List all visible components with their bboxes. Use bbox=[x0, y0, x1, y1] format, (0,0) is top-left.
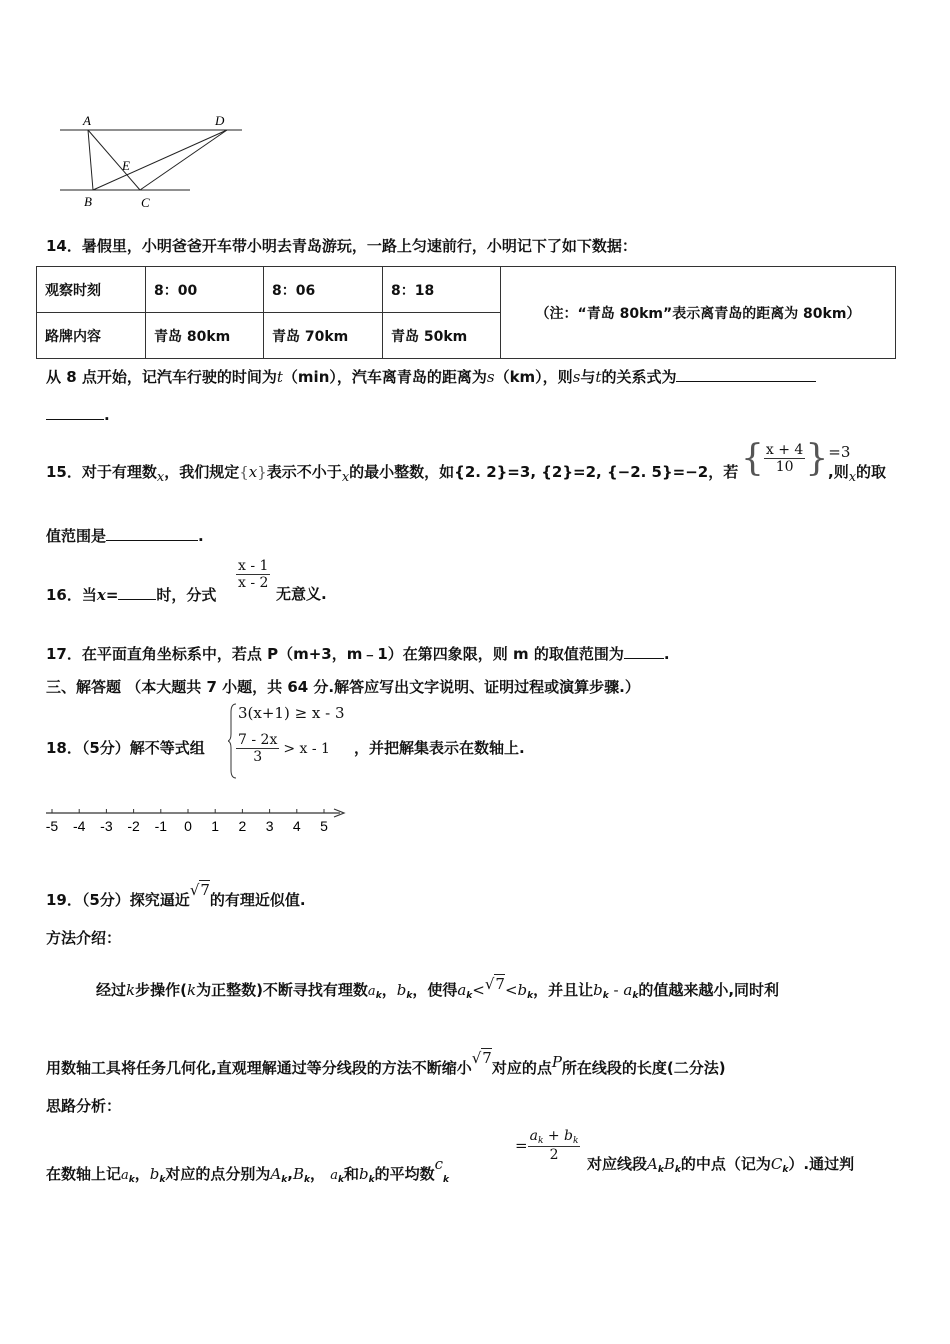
text: = bbox=[105, 586, 119, 604]
var-A: A bbox=[270, 1165, 282, 1183]
answer-blank[interactable] bbox=[118, 584, 156, 600]
q15-line2 bbox=[46, 525, 204, 546]
text: 对应的点分别为 bbox=[165, 1165, 271, 1183]
table-cell: 青岛 80km bbox=[146, 313, 264, 359]
average-fraction: = $\frac{a_k + b_k}{2}$ bbox=[515, 1128, 579, 1163]
var-B: B bbox=[663, 1155, 675, 1173]
number-line-label: 2 bbox=[238, 818, 247, 834]
text: 用数轴工具将任务几何化,直观理解通过等分线段的方法不断缩小 bbox=[46, 1059, 472, 1077]
number-line bbox=[40, 800, 350, 840]
answer-blank[interactable] bbox=[624, 643, 664, 659]
text: 时，分式 bbox=[156, 586, 217, 604]
var-x: x bbox=[341, 470, 350, 485]
frac-denominator: 3 bbox=[253, 749, 263, 765]
var-a: a bbox=[121, 1168, 129, 1183]
number-line-label: -4 bbox=[72, 818, 86, 834]
sqrt-7: √7 bbox=[189, 881, 210, 899]
number-line-label: 0 bbox=[184, 818, 192, 834]
q15-line1: 15．对于有理数x，我们规定{x}表示不小于x的最小整数，如{2. 2}=3, {2}=2, {−2. 5}=−2，若 bbox=[46, 463, 739, 485]
table-cell: 8：06 bbox=[264, 267, 383, 313]
brace-x: x bbox=[248, 463, 258, 481]
inequality-1: 3(x+1) ≥ x - 3 bbox=[238, 704, 345, 722]
number-line-label: -3 bbox=[100, 818, 113, 834]
answer-blank[interactable] bbox=[676, 366, 816, 382]
text: 的值越来越小,同时利 bbox=[638, 981, 780, 999]
text: . bbox=[198, 527, 204, 545]
method-line1: 经过k步操作(k为正整数)不断寻找有理数$a_k$，$b_k$，使得$a_k<√7<b_k$，并且让$b_k - a_k$的值越来越小,同时利 bbox=[96, 975, 780, 1001]
text: 的取 bbox=[856, 463, 887, 481]
var-b: b bbox=[359, 1165, 369, 1183]
geometry-figure bbox=[55, 108, 255, 216]
text: 的有理近似值. bbox=[209, 891, 306, 909]
var-P: P bbox=[551, 1053, 562, 1071]
q16-fraction bbox=[236, 558, 270, 591]
var-k: k bbox=[126, 981, 136, 999]
var-t: t bbox=[595, 368, 602, 386]
q16-line bbox=[46, 584, 216, 605]
number-line-label: -1 bbox=[154, 818, 168, 834]
var-b: b bbox=[517, 981, 528, 999]
var-b: b bbox=[593, 981, 603, 999]
segment-CD bbox=[140, 130, 227, 190]
text: 经过 bbox=[96, 981, 127, 999]
q18-tail: ，并把解集表示在数轴上. bbox=[354, 739, 525, 757]
var-x: x bbox=[96, 586, 106, 604]
table-cell: 青岛 50km bbox=[383, 313, 501, 359]
text: 所在线段的长度(二分法) bbox=[561, 1059, 726, 1077]
table-cell: 8：00 bbox=[146, 267, 264, 313]
segment-AB bbox=[88, 130, 93, 190]
var-B: B bbox=[292, 1165, 304, 1183]
frac-numerator: 7 - 2x bbox=[238, 732, 278, 748]
label-C: C bbox=[141, 195, 150, 210]
frac-denominator: x - 2 bbox=[238, 575, 269, 591]
q14-intro: 14．暑假里，小明爸爸开车带小明去青岛游玩，一路上匀速前行，小明记下了如下数据： bbox=[46, 237, 637, 255]
q14-blank-line2 bbox=[46, 404, 110, 425]
answer-blank[interactable] bbox=[106, 525, 198, 541]
text: 对应线段 bbox=[587, 1155, 648, 1173]
text: 的关系式为 bbox=[601, 368, 677, 386]
text: ，使得 bbox=[412, 981, 458, 999]
inequality-2 bbox=[236, 732, 330, 765]
var-a: a bbox=[457, 981, 467, 999]
text: 从 8 点开始，记汽车行驶的时间为 bbox=[46, 368, 277, 386]
var-x: x bbox=[848, 470, 857, 485]
q14-question bbox=[46, 366, 816, 387]
text: . bbox=[663, 645, 670, 663]
method-line2: 用数轴工具将任务几何化,直观理解通过等分线段的方法不断缩小√7对应的点P所在线段的长度(二分法) bbox=[46, 1049, 726, 1077]
table-note: （注：“青岛 80km”表示离青岛的距离为 80km） bbox=[501, 267, 896, 359]
text: 在数轴上记 bbox=[46, 1165, 122, 1183]
segment-BD bbox=[93, 130, 227, 190]
var-a: a bbox=[330, 1168, 338, 1183]
text: 16．当 bbox=[46, 586, 97, 604]
text: （min），汽车离青岛的距离为 bbox=[282, 368, 487, 386]
section-3-heading: 三、解答题 （本大题共 7 小题，共 64 分.解答应写出文字说明、证明过程或演算步骤.） bbox=[46, 678, 640, 696]
text: 值范围是 bbox=[46, 527, 107, 545]
text: （km），则 bbox=[494, 368, 573, 386]
analysis-line: 在数轴上记$a_k$，$b_k$对应的点分别为$A_k,B_k$， $a_k$和$b_k$的平均数$c_k$ bbox=[46, 1155, 450, 1185]
frac-denominator: 10 bbox=[775, 459, 794, 475]
inequality-system bbox=[228, 702, 354, 780]
label-A: A bbox=[83, 113, 91, 128]
frac-denominator: 2 bbox=[549, 1147, 559, 1163]
number-line-label: -2 bbox=[127, 818, 140, 834]
table-row bbox=[37, 267, 896, 313]
method-title: 方法介绍： bbox=[46, 929, 122, 947]
label-B: B bbox=[84, 194, 92, 209]
text: 的中点（记为 bbox=[680, 1155, 771, 1173]
number-line-label: 1 bbox=[211, 818, 220, 834]
analysis-title: 思路分析： bbox=[46, 1097, 122, 1115]
var-A: A bbox=[647, 1155, 658, 1173]
text: 15．对于有理数 bbox=[46, 463, 157, 481]
number-line-label: 4 bbox=[292, 818, 301, 834]
text: 表示不小于 bbox=[266, 463, 342, 481]
var-b: b bbox=[396, 981, 407, 999]
text: ，并且让 bbox=[533, 981, 594, 999]
var-k: k bbox=[186, 981, 197, 999]
q15-tail bbox=[828, 462, 886, 488]
equals-three: =3 bbox=[828, 443, 851, 461]
text: ）.通过判 bbox=[788, 1155, 855, 1173]
var-b: b bbox=[149, 1165, 160, 1183]
frac-numerator: x - 1 bbox=[238, 558, 269, 574]
answer-blank[interactable] bbox=[46, 404, 104, 420]
q19-line bbox=[46, 880, 306, 910]
text: . bbox=[104, 406, 110, 424]
var-a: a bbox=[623, 981, 633, 999]
observation-table bbox=[36, 266, 896, 359]
table-cell: 青岛 70km bbox=[264, 313, 383, 359]
var-x: x bbox=[156, 470, 165, 485]
var-a: a bbox=[367, 984, 376, 999]
q18-label: 18．（5分）解不等式组 bbox=[46, 739, 205, 757]
q17-line bbox=[46, 643, 670, 664]
table-cell: 8：18 bbox=[383, 267, 501, 313]
text: ，我们规定 bbox=[164, 463, 240, 481]
table-cell: 路牌内容 bbox=[37, 313, 146, 359]
text: 为正整数)不断寻找有理数 bbox=[196, 981, 368, 999]
var-t: t bbox=[276, 368, 283, 386]
text: 17．在平面直角坐标系中，若点 P（m+3，m﹣1）在第四象限，则 m 的取值范围为 bbox=[46, 645, 624, 663]
number-line-label: 3 bbox=[265, 818, 274, 834]
table-cell: 观察时刻 bbox=[37, 267, 146, 313]
text: 的最小整数，如{2. 2}=3, {2}=2, {−2. 5}=−2，若 bbox=[349, 463, 739, 481]
label-D: D bbox=[215, 113, 225, 128]
label-E: E bbox=[122, 158, 130, 173]
var-C: C bbox=[770, 1155, 783, 1173]
var-s: s bbox=[486, 368, 495, 386]
q16-tail: 无意义. bbox=[276, 585, 327, 603]
text: 的平均数 bbox=[374, 1165, 435, 1183]
text: 步操作( bbox=[135, 981, 187, 999]
text: ,则 bbox=[828, 463, 849, 481]
q15-ceiling-fraction: { $\frac{x + 4}{10}$ }=3 bbox=[741, 438, 851, 479]
text: 和 bbox=[344, 1165, 360, 1183]
text: 与 bbox=[580, 368, 596, 386]
text: 19．（5分）探究逼近 bbox=[46, 891, 190, 909]
ineq-rest: > x - 1 bbox=[283, 741, 330, 757]
frac-numerator: x + 4 bbox=[765, 442, 804, 458]
number-line-label: -5 bbox=[45, 818, 59, 834]
var-c: c bbox=[434, 1155, 444, 1173]
number-line-label: 5 bbox=[320, 818, 328, 834]
text: 对应的点 bbox=[491, 1059, 552, 1077]
analysis-line-tail: 对应线段$A_kB_k$的中点（记为$C_k$）.通过判 bbox=[587, 1155, 855, 1175]
var-s: s bbox=[572, 368, 581, 386]
